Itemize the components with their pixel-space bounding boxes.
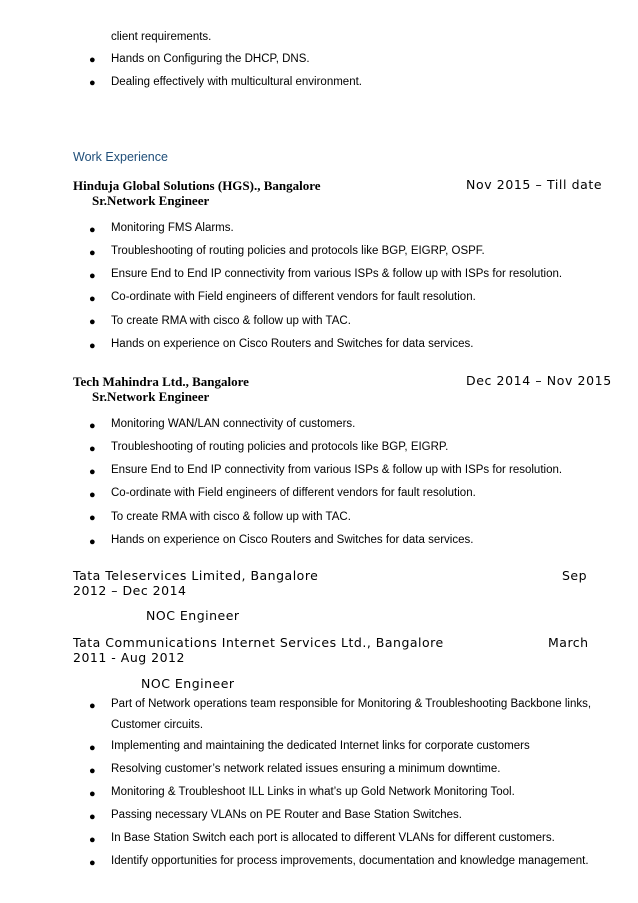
list-item: Ensure End to End IP connectivity from various ISPs & follow up with ISPs for resolution.	[111, 268, 563, 280]
bullet-icon: ●	[89, 765, 96, 777]
bullet-icon: ●	[89, 834, 96, 846]
job-dates-rest: 2012 – Dec 2014	[73, 583, 187, 598]
bullet-icon: ●	[89, 857, 96, 869]
list-item: Hands on experience on Cisco Routers and Switches for data services.	[111, 534, 474, 546]
list-item: Hands on Configuring the DHCP, DNS.	[111, 53, 310, 65]
job-dates-rest: 2011 - Aug 2012	[73, 650, 185, 665]
list-item: Part of Network operations team responsible for Monitoring & Troubleshooting Backbone links,	[111, 698, 592, 710]
list-item: Monitoring & Troubleshoot ILL Links in what’s up Gold Network Monitoring Tool.	[111, 786, 515, 798]
list-item: Resolving customer’s network related issues ensuring a minimum downtime.	[111, 763, 501, 775]
list-item: In Base Station Switch each port is allocated to different VLANs for different customers.	[111, 832, 555, 844]
job-role: NOC Engineer	[146, 608, 240, 623]
job-role: Sr.Network Engineer	[92, 389, 210, 404]
bullet-icon: ●	[89, 742, 96, 754]
job-company: Tech Mahindra Ltd., Bangalore	[73, 374, 249, 389]
bullet-icon: ●	[89, 700, 96, 712]
bullet-icon: ●	[89, 293, 96, 305]
bullet-icon: ●	[89, 466, 96, 478]
list-item: Co-ordinate with Field engineers of different vendors for fault resolution.	[111, 291, 476, 303]
intro-continuation: client requirements.	[111, 31, 212, 43]
list-item: Co-ordinate with Field engineers of different vendors for fault resolution.	[111, 487, 476, 499]
list-item: To create RMA with cisco & follow up with TAC.	[111, 315, 351, 327]
job-dates-start: Sep	[562, 568, 588, 583]
list-item: Ensure End to End IP connectivity from various ISPs & follow up with ISPs for resolution.	[111, 464, 563, 476]
bullet-icon: ●	[89, 811, 96, 823]
list-item: Identify opportunities for process improvements, documentation and knowledge management.	[111, 855, 589, 867]
bullet-icon: ●	[89, 270, 96, 282]
list-item: Dealing effectively with multicultural environment.	[111, 76, 362, 88]
bullet-icon: ●	[89, 77, 96, 89]
bullet-icon: ●	[89, 489, 96, 501]
bullet-icon: ●	[89, 340, 96, 352]
bullet-icon: ●	[89, 54, 96, 66]
bullet-icon: ●	[89, 512, 96, 524]
job-role: NOC Engineer	[141, 676, 235, 691]
bullet-icon: ●	[89, 420, 96, 432]
job-dates: Dec 2014 – Nov 2015	[466, 373, 612, 388]
list-item: To create RMA with cisco & follow up with TAC.	[111, 511, 351, 523]
list-item: Implementing and maintaining the dedicated Internet links for corporate customers	[111, 740, 530, 752]
job-company: Tata Communications Internet Services Ltd., Bangalore	[73, 635, 444, 650]
bullet-icon: ●	[89, 224, 96, 236]
list-item: Passing necessary VLANs on PE Router and Base Station Switches.	[111, 809, 462, 821]
job-company: Tata Teleservices Limited, Bangalore	[73, 568, 319, 583]
job-company: Hinduja Global Solutions (HGS)., Bangalore	[73, 178, 321, 193]
list-item: Troubleshooting of routing policies and protocols like BGP, EIGRP, OSPF.	[111, 245, 485, 257]
section-title-work-experience: Work Experience	[73, 150, 168, 164]
bullet-icon: ●	[89, 443, 96, 455]
list-item-continuation: Customer circuits.	[111, 719, 204, 731]
bullet-icon: ●	[89, 247, 96, 259]
list-item: Monitoring WAN/LAN connectivity of customers.	[111, 418, 356, 430]
job-role: Sr.Network Engineer	[92, 193, 210, 208]
bullet-icon: ●	[89, 788, 96, 800]
bullet-icon: ●	[89, 316, 96, 328]
job-dates: Nov 2015 – Till date	[466, 177, 603, 192]
bullet-icon: ●	[89, 536, 96, 548]
list-item: Hands on experience on Cisco Routers and Switches for data services.	[111, 338, 474, 350]
list-item: Troubleshooting of routing policies and protocols like BGP, EIGRP.	[111, 441, 449, 453]
list-item: Monitoring FMS Alarms.	[111, 222, 234, 234]
job-dates-start: March	[548, 635, 589, 650]
